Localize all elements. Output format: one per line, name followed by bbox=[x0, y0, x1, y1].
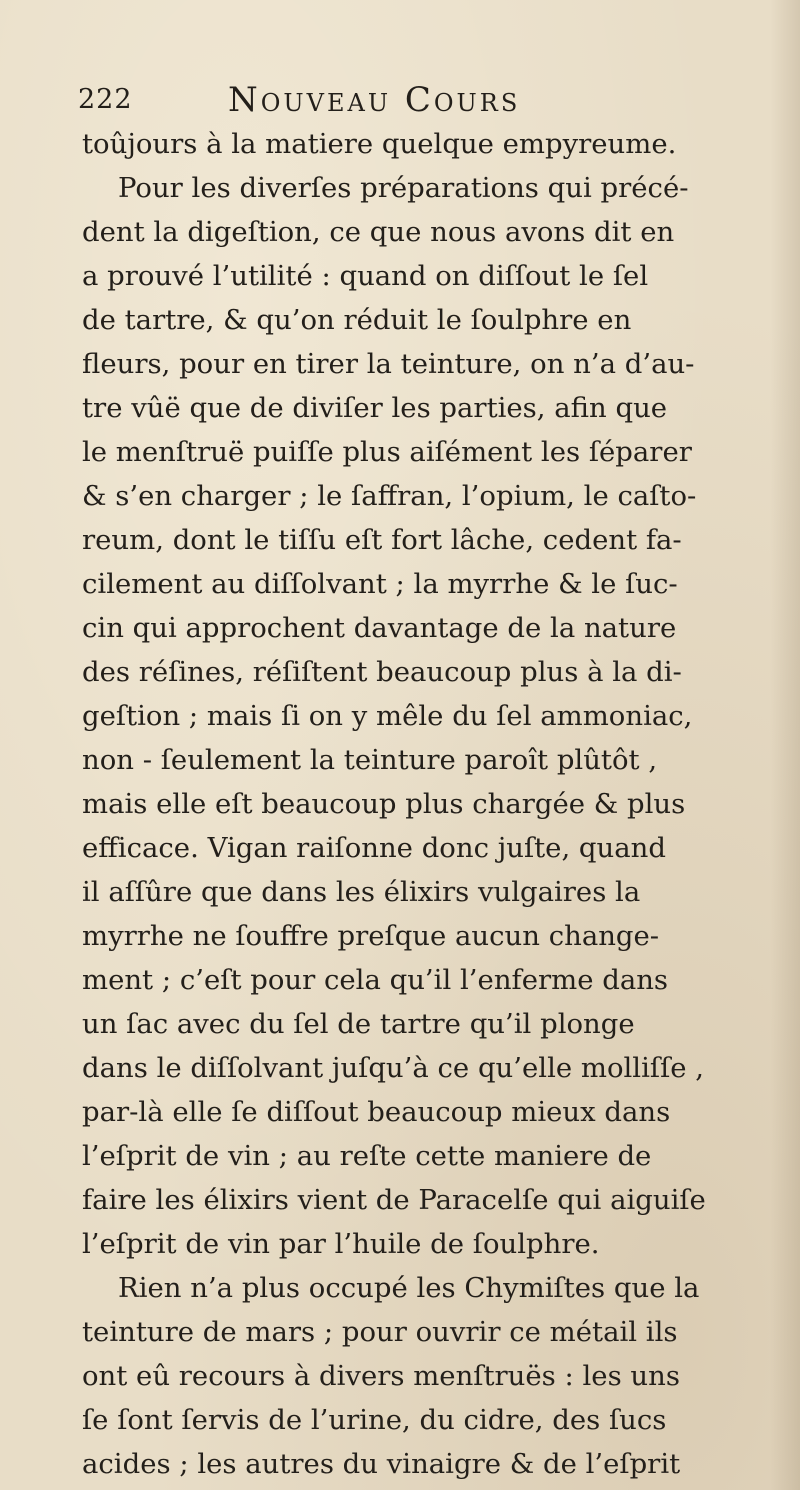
text-line: a prouvé l’utilité : quand on diſſout le ſel bbox=[82, 260, 649, 292]
text-line: ont eû recours à divers menſtruës : les uns bbox=[82, 1360, 680, 1392]
text-line: par-là elle ſe diſſout beaucoup mieux dans bbox=[82, 1096, 671, 1128]
text-line: cin qui approchent davantage de la nature bbox=[82, 612, 677, 644]
text-line: mais elle eſt beaucoup plus chargée & plus bbox=[82, 788, 686, 820]
text-line: l’eſprit de vin par l’huile de ſoulphre. bbox=[82, 1228, 600, 1260]
text-line: le menſtruë puiſſe plus aiſément les ſéparer bbox=[82, 436, 692, 468]
text-line: toûjours à la matiere quelque empyreume. bbox=[82, 128, 677, 160]
text-line: cilement au diſſolvant ; la myrrhe & le ſuc- bbox=[82, 568, 678, 600]
text-line: fleurs, pour en tirer la teinture, on n’a d’au- bbox=[82, 348, 695, 380]
text-line: dent la digeſtion, ce que nous avons dit en bbox=[82, 216, 675, 248]
text-line: il aſſûre que dans les élixirs vulgaires la bbox=[82, 876, 641, 908]
text-line: dans le diſſolvant juſqu’à ce qu’elle molliſſe , bbox=[82, 1052, 705, 1084]
text-line: acides ; les autres du vinaigre & de l’eſprit bbox=[82, 1448, 681, 1480]
text-line: ſe ſont ſervis de l’urine, du cidre, des ſucs bbox=[82, 1404, 667, 1436]
text-line: myrrhe ne ſouffre preſque aucun change- bbox=[82, 920, 660, 952]
text-line: non - ſeulement la teinture paroît plûtôt , bbox=[82, 744, 658, 776]
text-line: tre vûë que de diviſer les parties, afin que bbox=[82, 392, 668, 424]
text-line: ment ; c’eſt pour cela qu’il l’enferme dans bbox=[82, 964, 669, 996]
text-line: des réſines, réſiſtent beaucoup plus à la di- bbox=[82, 656, 682, 688]
text-line: un ſac avec du ſel de tartre qu’il plonge bbox=[82, 1008, 635, 1040]
page-edge-shadow bbox=[770, 0, 800, 1490]
paragraph-start-line: Pour les diverſes préparations qui précé- bbox=[118, 172, 689, 204]
text-line: teinture de mars ; pour ouvrir ce métail ils bbox=[82, 1316, 678, 1348]
text-line: de tartre, & qu’on réduit le ſoulphre en bbox=[82, 304, 632, 336]
page-header bbox=[78, 80, 638, 124]
running-title: Nouveau Cours bbox=[228, 80, 521, 120]
text-line: efficace. Vigan raiſonne donc juſte, quand bbox=[82, 832, 666, 864]
paragraph-start-line: Rien n’a plus occupé les Chymiſtes que la bbox=[118, 1272, 700, 1304]
page-number: 222 bbox=[78, 84, 133, 115]
text-line: geſtion ; mais ſi on y mêle du ſel ammoniac, bbox=[82, 700, 693, 732]
text-line: faire les élixirs vient de Paracelſe qui aiguiſe bbox=[82, 1184, 706, 1216]
text-line: reum, dont le tiſſu eſt fort lâche, cedent fa- bbox=[82, 524, 682, 556]
text-line: l’eſprit de vin ; au reſte cette maniere de bbox=[82, 1140, 652, 1172]
text-line: & s’en charger ; le ſaffran, l’opium, le caſto- bbox=[82, 480, 697, 512]
